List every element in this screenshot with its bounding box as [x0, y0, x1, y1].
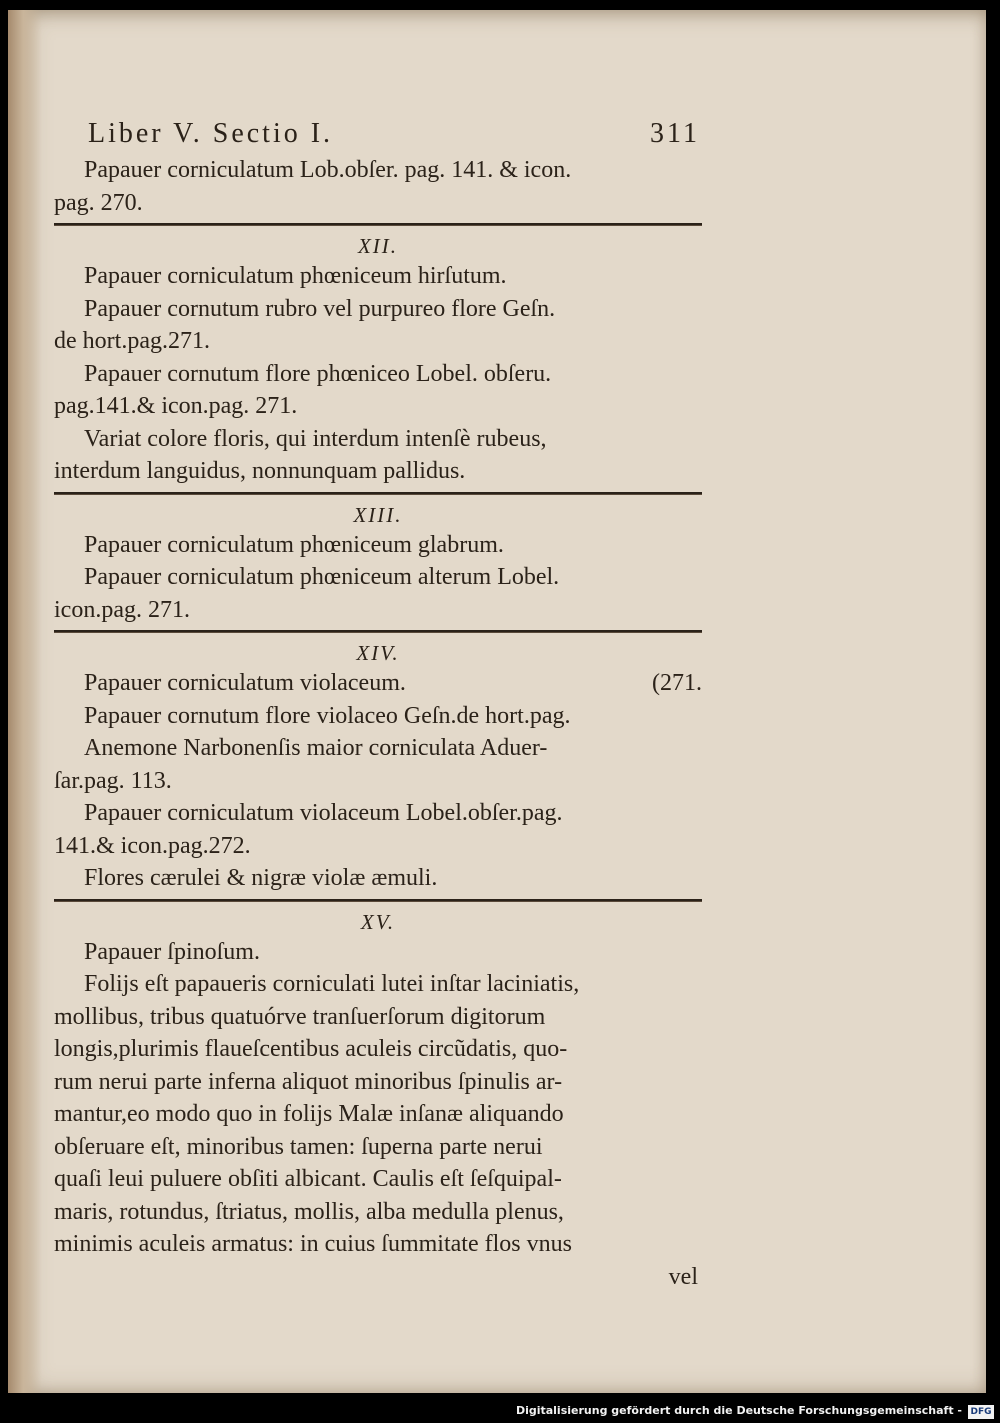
text-line: maris, rotundus, ſtriatus, mollis, alba medulla plenus, [54, 1198, 564, 1225]
text-block [54, 118, 702, 1293]
text-line: quaſi leui puluere obſiti albicant. Caulis eſt ſeſquipal- [54, 1166, 562, 1192]
text-line: Papauer corniculatum Lob.obſer. pag. 141. & icon. [84, 157, 572, 183]
footer-bar [0, 1393, 1000, 1423]
text-line: de hort.pag.271. [54, 328, 210, 354]
text-line: minimis aculeis armatus: in cuius ſummitate flos vnus [54, 1231, 572, 1257]
turnover-fragment: (271. [652, 670, 702, 696]
catchword: vel [668, 1263, 698, 1290]
text-line: Variat colore floris, qui interdum intenſè rubeus, [84, 425, 547, 452]
section-rule [54, 223, 702, 226]
text-line: Flores cærulei & nigræ violæ æmuli. [84, 865, 438, 891]
section-rule [54, 630, 702, 633]
text-line: obſeruare eſt, minoribus tamen: ſuperna parte nerui [54, 1133, 543, 1160]
running-title: Liber V. Sectio I. [88, 118, 334, 149]
book-page [8, 10, 986, 1393]
text-line: mantur,eo modo quo in folijs Malæ inſanæ aliquando [54, 1101, 564, 1127]
section-numeral-xii: XII. [357, 234, 399, 258]
text-line: 141.& icon.pag.272. [54, 832, 251, 859]
text-line: ſar.pag. 113. [54, 767, 172, 794]
text-line: Papauer cornutum flore phœniceo Lobel. obſeru. [84, 360, 552, 387]
text-line: Anemone Narbonenſis maior corniculata Aduer- [84, 735, 548, 761]
text-line: icon.pag. 271. [54, 596, 190, 623]
section-rule [54, 899, 702, 902]
page-binding-shadow [8, 10, 42, 1393]
text-line: pag.141.& icon.pag. 271. [54, 393, 298, 419]
running-header [54, 118, 702, 154]
text-line: mollibus, tribus quatuórve tranſuerſorum digitorum [54, 1003, 546, 1030]
text-line: rum nerui parte inferna aliquot minoribus ſpinulis ar- [54, 1068, 563, 1095]
dfg-logo-icon: DFG [968, 1405, 994, 1419]
section-rule [54, 492, 702, 495]
text-line-part: Papauer corniculatum violaceum. [84, 670, 406, 696]
text-line: Papauer ſpinoſum. [84, 938, 260, 965]
digitization-credit: Digitalisierung gefördert durch die Deutsche Forschungsgemeinschaft - [515, 1404, 962, 1417]
text-line: interdum languidus, nonnunquam pallidus. [54, 458, 466, 484]
text-line: Papauer cornutum rubro vel purpureo flore Geſn. [84, 295, 556, 322]
text-line: Folijs eſt papaueris corniculati lutei inſtar laciniatis, [84, 971, 580, 997]
section-numeral-xv: XV. [360, 909, 396, 934]
text-line: Papauer corniculatum phœniceum glabrum. [84, 531, 504, 558]
text-line: Papauer cornutum flore violaceo Geſn.de hort.pag. [84, 702, 571, 729]
text-line: pag. 270. [54, 189, 143, 216]
section-numeral-xiii: XIII. [353, 502, 403, 527]
text-line: Papauer corniculatum violaceum Lobel.obſer.pag. [84, 800, 563, 826]
text-line: longis,plurimis flaueſcentibus aculeis circũdatis, quo- [54, 1036, 568, 1062]
text-line: Papauer corniculatum phœniceum alterum Lobel. [84, 564, 560, 590]
section-numeral-xiv: XIV. [356, 641, 400, 665]
text-line: Papauer corniculatum phœniceum hirſutum. [84, 263, 507, 289]
page-number: 311 [650, 118, 700, 149]
text-line [54, 667, 702, 700]
